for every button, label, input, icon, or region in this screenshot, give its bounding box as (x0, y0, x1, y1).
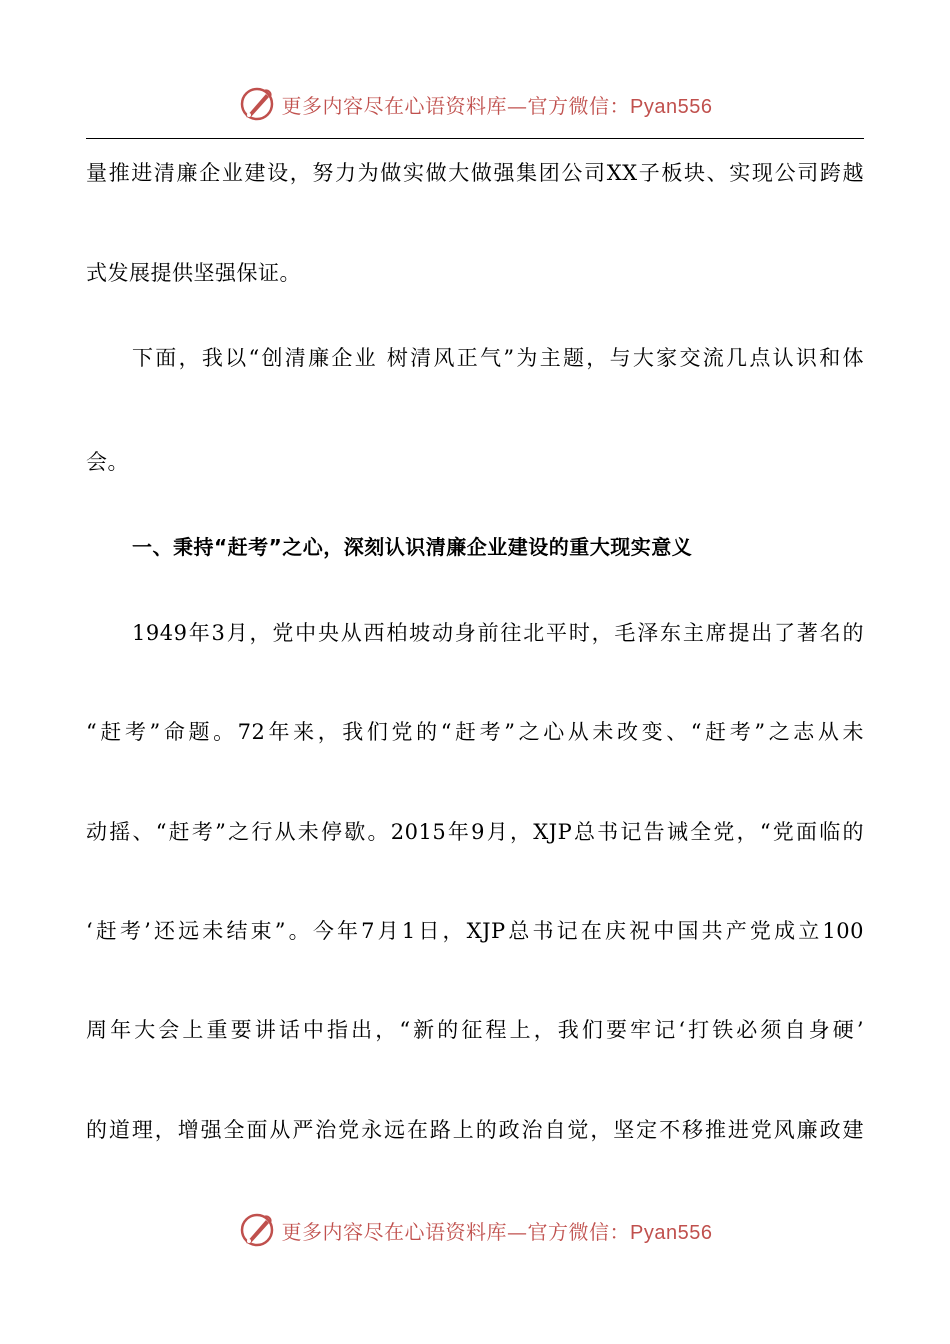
body-line-10: 周年大会上重要讲话中指出，“新的征程上，我们要牢记‘打铁必须自身硬’ (86, 1018, 864, 1042)
body-line-9: ‘赶考’还远未结束”。今年7月1日，XJP总书记在庆祝中国共产党成立100 (86, 919, 864, 943)
banner-text (282, 1216, 713, 1245)
section-heading: 一、秉持“赶考”之心，深刻认识清廉企业建设的重大现实意义 (132, 535, 693, 559)
quill-pen-logo-icon (238, 1211, 276, 1249)
body-line-8: 动摇、“赶考”之行从未停歇。2015年9月，XJP总书记告诫全党，“党面临的 (86, 820, 864, 844)
body-line-1: 量推进清廉企业建设，努力为做实做大做强集团公司XX子板块、实现公司跨越 (86, 161, 864, 185)
footer-watermark-banner (0, 1210, 950, 1250)
banner-wechat-id: Pyan556 (630, 95, 713, 118)
banner-wechat-id: Pyan556 (630, 1221, 713, 1244)
body-line-4: 会。 (86, 450, 129, 474)
body-line-7: “赶考”命题。72年来，我们党的“赶考”之心从未改变、“赶考”之志从未 (86, 720, 864, 744)
quill-pen-logo-icon (238, 85, 276, 123)
body-line-11: 的道理，增强全面从严治党永远在路上的政治自觉，坚定不移推进党风廉政建 (86, 1118, 864, 1142)
body-line-2: 式发展提供坚强保证。 (86, 261, 301, 285)
body-line-6: 1949年3月，党中央从西柏坡动身前往北平时，毛泽东主席提出了著名的 (132, 621, 864, 645)
header-divider (86, 138, 864, 139)
banner-text-cn: 更多内容尽在心语资料库—官方微信： (281, 93, 631, 118)
banner-text (282, 90, 713, 119)
banner-text-cn: 更多内容尽在心语资料库—官方微信： (281, 1219, 631, 1244)
header-watermark-banner (0, 84, 950, 124)
body-line-3: 下面，我以“创清廉企业 树清风正气”为主题，与大家交流几点认识和体 (132, 346, 864, 370)
